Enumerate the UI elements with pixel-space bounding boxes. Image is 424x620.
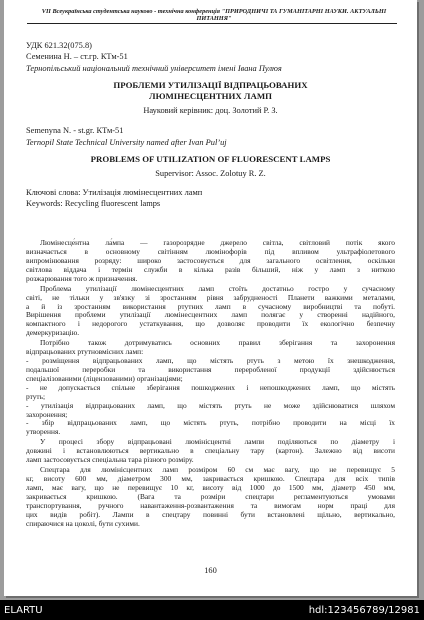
body-line: компактного і недорогого устаткування, що дозволяє проводити їх екологічно безпечну xyxy=(26,319,395,329)
handle-link[interactable]: hdl:123456789/12981 xyxy=(308,605,420,616)
body-line: відпрацьованих ртутновмісних ламп: xyxy=(26,347,144,357)
body-line: - збір відпрацьованих ламп, що містять ртуть, потрібно проводити на місці їх xyxy=(26,418,395,428)
title-ua-line1: ПРОБЛЕМИ УТИЛІЗАЦІЇ ВІДПРАЦЬОВАНИХ xyxy=(113,80,308,90)
conference-header: VII Всеукраїнська студентська науково - технічна конференція "ПРИРОДНИЧІ ТА ГУМАНІТАРНІ НАУКИ. АКТУАЛЬНІ ПИТАННЯ" xyxy=(41,8,387,22)
body-line: ламп застосовується спеціальна тара різного розміру. xyxy=(26,455,194,465)
repository-name: ELARTU xyxy=(4,605,43,616)
body-line: захоронення; xyxy=(26,409,68,419)
body-line: світі, не тільки у зв'язку зі зростанням рівня забрудненості Планети важкими металами, xyxy=(26,292,395,302)
body-line: розжарювання того ж призначення. xyxy=(26,273,138,283)
affiliation-en: Ternopil State Technical University named after Ivan Pul’uj xyxy=(26,138,227,147)
body-line: утворення. xyxy=(26,427,61,437)
keywords-en: Keywords: Recycling fluorescent lamps xyxy=(26,199,161,208)
supervisor-ua: Науковий керівник: доц. Золотий Р. З. xyxy=(143,106,278,115)
body-line: закривається кришкою. (Вага та розміри спецтари регламентуються умовами xyxy=(26,492,395,501)
body-line: - розміщення відпрацьованих ламп, що містять ртуть з метою їх знешкодження, xyxy=(26,356,395,366)
body-line: спеціалізованими (ліцензованими) організаціями; xyxy=(26,373,183,383)
body-line: Проблема утилізації люмінесцентних ламп стоїть достатньо гостро у сучасному xyxy=(40,283,395,293)
body-line: довжині і встановлюються вертикально в спеціальну тару (картон). Залежно від висоти xyxy=(26,446,395,456)
body-line: подальшої переробки та використання переробленої продукції здійснюється xyxy=(26,365,395,374)
body-line: Потрібно також дотримуватись основних правил зберігання та захоронення xyxy=(40,338,395,348)
body-line: ламп, має вагу, що не перевищує 10 кг, висоту від 1000 до 1500 мм, діаметр 450 мм, xyxy=(26,483,395,493)
body-line: транспортування, ручного навантаження-розвантаження та вимогам норм праці для xyxy=(26,500,395,510)
udc-code: УДК 621.32(075.8) xyxy=(26,41,92,50)
body-line: визначається в основному світінням люмінофорів під впливом ультрафіолетового xyxy=(26,246,395,256)
author-ua: Семенина Н. – ст.гр. КТм-51 xyxy=(26,52,128,61)
header-rule xyxy=(27,23,397,24)
body-line: а й із зростанням використання ртутних ламп в сучасному виробництві та побуті. xyxy=(26,301,395,311)
page-number: 160 xyxy=(204,566,217,575)
body-line: - не допускається спільне зберігання пошкоджених і непошкоджених ламп, що містять xyxy=(26,382,395,392)
affiliation-ua: Тернопільський національний технічний університет імені Івана Пулюя xyxy=(26,64,282,73)
body-line: спираючися на цоколі, бути сухими. xyxy=(26,518,140,528)
title-ua-line2: ЛЮМІНЕСЦЕНТНИХ ЛАМП xyxy=(149,91,272,101)
body-line: кг, висоту 600 мм, діаметром 300 мм, закривається кришкою. Спецтара для всіх типів xyxy=(26,474,395,484)
supervisor-en: Supervisor: Assoc. Zolotuy R. Z. xyxy=(155,169,266,178)
body-line: Вирішення проблеми утилізації люмінесцентних ламп полягає у створенні надійного, xyxy=(26,310,395,320)
body-line: Спецтара для люмінісцентних ламп розміром 60 см має вагу, що не перевищує 5 xyxy=(40,465,395,475)
body-line: У процесі збору відпрацьовані люмінісцентні лампи поділяються по діаметру і xyxy=(40,437,395,447)
body-line: - утилізація відпрацьованих ламп, що містять ртуть не може здійснюватися шляхом xyxy=(26,400,395,410)
body-line: демеркуризацію. xyxy=(26,328,80,338)
body-line: ртуть; xyxy=(26,391,46,401)
author-en: Semenyna N. - st.gr. КТм-51 xyxy=(26,126,124,135)
title-en: PROBLEMS OF UTILIZATION OF FLUORESCENT LAMPS xyxy=(90,154,331,164)
keywords-ua: Ключові слова: Утилізація люмінесцентних ламп xyxy=(26,188,203,197)
footer-bar xyxy=(0,600,424,620)
document-page xyxy=(4,0,417,596)
body-line: випромінювання розряду: широко застосовується для загального освітлення, оскільки xyxy=(26,255,395,265)
body-line: світлова віддача і термін служби в кілька разів більший, ніж у ламп з ниткою xyxy=(26,264,395,274)
body-line: цих видів робіт). Лампи в спецтару повинні бути встановлені щільно, вертикально, xyxy=(26,509,395,519)
body-line: Люмінесце́нтна ла́мпа — газорозрядне джерело світла, світловий потік якого xyxy=(40,238,395,247)
